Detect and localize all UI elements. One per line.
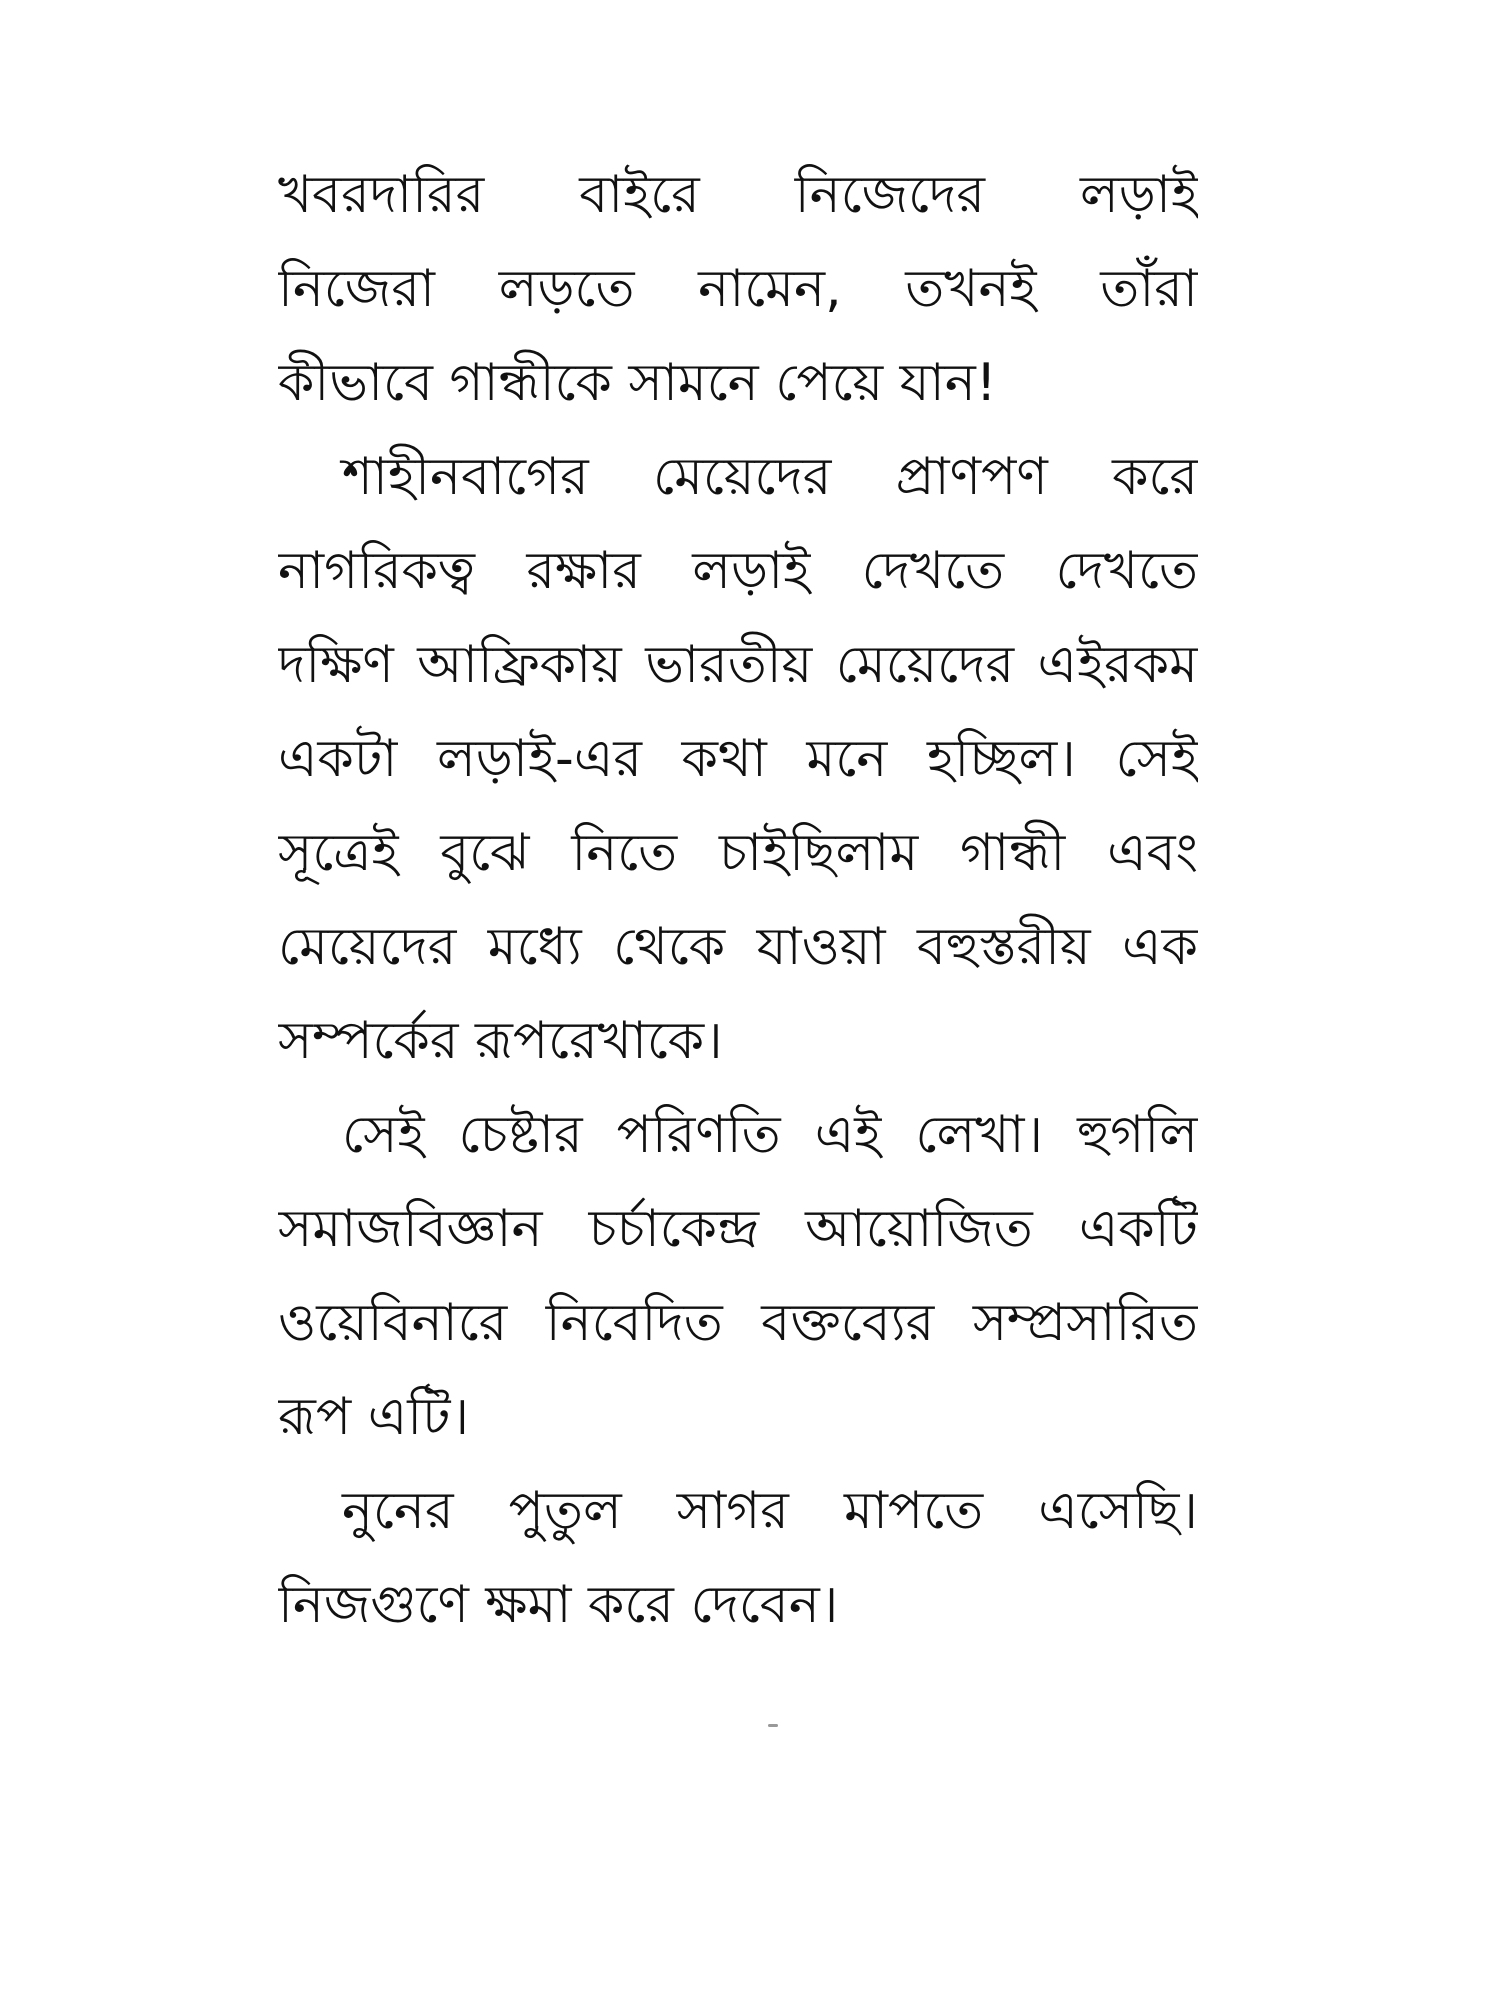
paragraph-4-line-2: নিজগুণে ক্ষমা করে দেবেন। <box>278 1575 839 1635</box>
paragraph-3-line-4: রূপ এটি। <box>278 1387 470 1447</box>
scan-speck <box>768 1724 778 1727</box>
paragraph-2-line-7: সম্পর্কের রূপরেখাকে। <box>278 1011 723 1071</box>
paragraph-4-line-1: নুনের পুতুল সাগর মাপতে এসেছি। <box>342 1481 1198 1541</box>
paragraph-3-line-1: সেই চেষ্টার পরিণতি এই লেখা। হুগলি <box>342 1105 1198 1165</box>
paragraph-2-line-1: শাহীনবাগের মেয়েদের প্রাণপণ করে <box>342 447 1198 507</box>
paragraph-1-line-3: কীভাবে গান্ধীকে সামনে পেয়ে যান! <box>278 353 997 413</box>
paragraph-2-line-4: একটা লড়াই-এর কথা মনে হচ্ছিল। সেই <box>278 729 1198 789</box>
body-text <box>278 148 1198 1652</box>
paragraph-2-line-5: সূত্রেই বুঝে নিতে চাইছিলাম গান্ধী এবং <box>278 823 1198 883</box>
paragraph-2-line-6: মেয়েদের মধ্যে থেকে যাওয়া বহুস্তরীয় এক <box>278 917 1198 977</box>
paragraph-2-line-3: দক্ষিণ আফ্রিকায় ভারতীয় মেয়েদের এইরকম <box>278 635 1198 695</box>
paragraph-1-line-1: খবরদারির বাইরে নিজেদের লড়াই <box>278 165 1198 225</box>
paragraph-1-line-2: নিজেরা লড়তে নামেন, তখনই তাঁরা <box>278 259 1198 319</box>
paragraph-3-line-2: সমাজবিজ্ঞান চর্চাকেন্দ্র আয়োজিত একটি <box>278 1199 1198 1259</box>
paragraph-2-line-2: নাগরিকত্ব রক্ষার লড়াই দেখতে দেখতে <box>278 541 1198 601</box>
paragraph-3-line-3: ওয়েবিনারে নিবেদিত বক্তব্যের সম্প্রসারিত <box>278 1293 1198 1353</box>
